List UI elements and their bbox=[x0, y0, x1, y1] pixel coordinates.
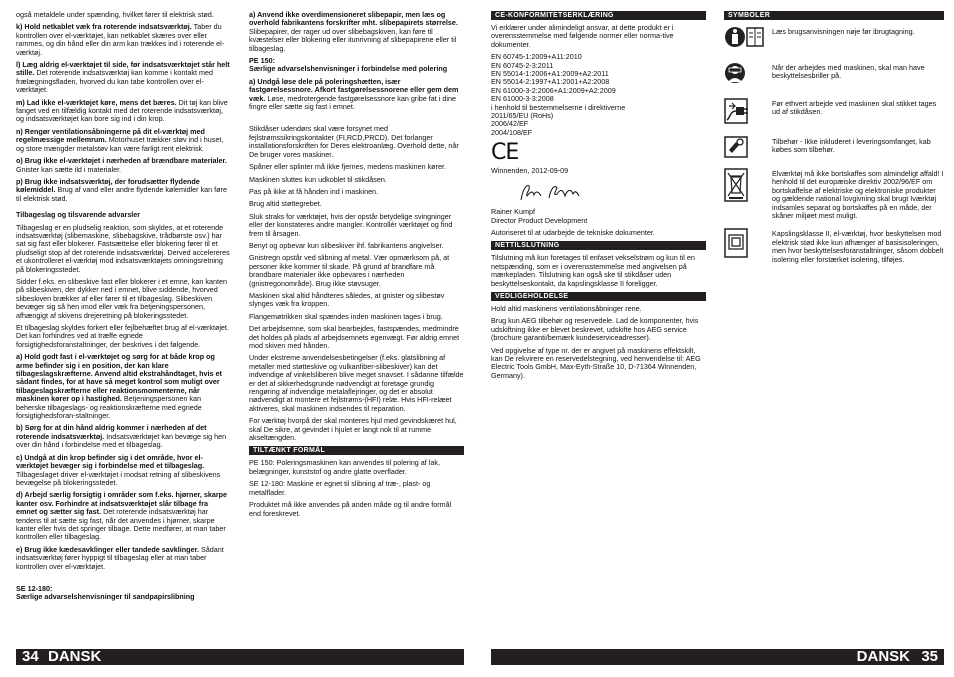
warning-bold: a) Undgå løse dele på poleringshætten, især fastgørelsessnore. Afkort fastgørelsessnorene eller gem dem væk. bbox=[249, 76, 459, 103]
warning-bold: a) Anvend ikke overdimensioneret slibepapir, men læs og overhold fabrikantens forskrifter mht. slibepapirets størrelse. bbox=[249, 10, 458, 28]
paragraph: Det arbejdsemne, som skal bearbejdes, fastspændes, medmindre det holdes på plads af arbejdsemnets egenvægt. Før aldrig emnet mod skiven med hånden. bbox=[249, 324, 460, 350]
warning-text: Det roterende indsatsværktøj har tendens til at sætte sig fast, når det anvendes i hjørner, skarpe kanter eller hvis det springer tilbage. Dette medfører, at man taber kontrollen eller tilbageslag. bbox=[16, 507, 226, 542]
paragraph: Stikdåser udendørs skal være forsynet med fejlstrømssikringskontakter (FI,RCD,PRCD). Det forlanger installationsforskriften for Deres elektroanlæg. Overhold dette, når De bruger vores maskiner. bbox=[249, 124, 459, 159]
footer-right bbox=[491, 649, 944, 665]
right-column-2 bbox=[724, 11, 944, 270]
warning-bold: e) Brug ikke kædesavklinger eller tandede savklinger. bbox=[16, 544, 199, 554]
paragraph: Under ekstreme anvendelsesbetingelser (f.eks. glatslibning af metaller med støtteskive og vulkanfiber-slibeskiver) kan det indvendige af vinkelsliberen blive meget snavset. I sådanne tilfælde er det af sikkerhedsgrunde nødvendigt at foretage grundig rengøring af indvendige metalaflejringer, og det er absolut nødvendigt at montere et fejlstrøms-(HFI) relæ. Hvis HFI-relæet aktiveres, skal maskinen indsendes til reparation. bbox=[249, 353, 464, 413]
bold-heading: SE 12-180: Særlige advarselshenvisninger til sandpapirslibning bbox=[16, 583, 195, 602]
left-column-2 bbox=[249, 11, 464, 522]
bold-heading: PE 150: Særlige advarselshenvisninger i forbindelse med polering bbox=[249, 56, 448, 74]
norm-item: EN 60745-2-3:2011 bbox=[491, 60, 554, 70]
paragraph: også metaldele under spænding, hvilket fører til elektrisk stød. bbox=[16, 10, 214, 19]
symbols-heading: SYMBOLER bbox=[724, 11, 944, 20]
warning-text: Indsatsværktøjet kan bevæge sig hen over din hånd i forbindelse med et tilbageslag. bbox=[16, 431, 227, 450]
maintenance-paragraph: Hold altid maskinens ventilationsåbninger rene. bbox=[491, 303, 642, 313]
warning-item bbox=[249, 78, 464, 112]
paragraph: Sluk straks for værktøjet, hvis der opstår betydelige svingninger eller der konstateres andre mangler. Kontrollér værktøjet og find frem til årsagen. bbox=[249, 211, 453, 238]
signer-name: Rainer Kumpf bbox=[491, 207, 535, 217]
warning-item bbox=[16, 23, 230, 57]
warning-item bbox=[16, 491, 230, 541]
symbol-row bbox=[724, 26, 944, 50]
warning-item bbox=[16, 128, 230, 153]
language-label: DANSK bbox=[48, 648, 102, 665]
safety-goggles-icon bbox=[724, 62, 764, 86]
class-ii-icon bbox=[724, 228, 764, 258]
symbol-text: Før ethvert arbejde ved maskinen skal stikket tages ud af stikdåsen. bbox=[772, 99, 937, 117]
warning-text: Slibepapirer, der rager ud over slibebagskiven, kan føre til kvæstelser eller blokering eller itunrivning af slibepapirene eller til tilbageslag. bbox=[249, 26, 457, 53]
symbol-text: Læs brugsanvisningen nøje før ibrugtagning. bbox=[772, 27, 915, 36]
warning-bold: n) Rengør ventilationsåbningerne på dit el-værktøj med regelmæssige mellemrum. bbox=[16, 126, 205, 145]
warning-text: Brug af vand eller andre flydende kølemidler kan føre til elektrisk stød. bbox=[16, 185, 227, 203]
symbol-row bbox=[724, 168, 944, 220]
norm-item: EN 61000-3-3:2008 bbox=[491, 94, 554, 104]
norm-item: EN 60745-1:2009+A11:2010 bbox=[491, 52, 582, 62]
paragraph: For værktøj hvorpå der skal monteres hjul med gevindskæret hul, skal De sikre, at gevindet i hjulet er langt nok til at rumme akseltængden. bbox=[249, 416, 457, 443]
warning-bold: m) Lad ikke el-værktøjet køre, mens det bæres. bbox=[16, 97, 177, 107]
symbol-row bbox=[724, 98, 944, 124]
warning-item bbox=[16, 178, 230, 203]
right-column-1 bbox=[491, 11, 706, 384]
warning-item bbox=[16, 157, 230, 174]
warning-bold: l) Læg aldrig el-værktøjet til side, før indsatsværktøjet står helt stille. bbox=[16, 60, 230, 78]
maintenance-paragraph: Brug kun AEG tilbehør og reservedele. Lad de komponenter, hvis udskiftning ikke er blevet beskrevet, udskifte hos AEG service (brochure garanti/bemærk kundeserviceadresser). bbox=[491, 316, 699, 343]
paragraph: Et tilbageslag skyldes forkert eller fejlbehæftet brug af el-værktøjet. Det kan forhindres ved at træffe egnede forsigtighedsforanstaltninger, der beskrives i det følgende. bbox=[16, 323, 229, 349]
page-number: 35 bbox=[921, 648, 938, 665]
paragraph: Brug altid støttegrebet. bbox=[249, 199, 322, 209]
signature-image bbox=[519, 182, 706, 206]
warning-bold: d) Arbejd særlig forsigtig i områder som f.eks. hjørner, skarpe kanter osv. Forhindre at indsatsværktøjet slår tilbage fra emnet og sætter sig fast. bbox=[16, 490, 228, 517]
paragraph: Gnistregn opstår ved slibning af metal. Vær opmærksom på, at personer ikke kommer til skade. På grund af brandfare må brandbare materialer ikke opbevares i nærheden (gnistregonområde). Brug ikke støvsuger. bbox=[249, 253, 450, 288]
warning-text: Betjeningspersonen kan beherske tilbageslags- og reaktionskræfterne med egnede forsigtighedsforan-staltninger. bbox=[16, 394, 202, 421]
directive-item: 2004/108/EF bbox=[491, 127, 533, 137]
paragraph: Pas på ikke at få hånden ind i maskinen. bbox=[249, 186, 379, 196]
warning-text: Taber du kontrollen over el-værktøjet, kan netkablet skæres over eller rammes, og din hånd eller din arm kan trækkes ind i roterende el-værktøj. bbox=[16, 22, 225, 57]
norm-item: EN 61000-3-2:2006+A1:2009+A2:2009 bbox=[491, 85, 616, 95]
ce-intro: Vi erklærer under alimindeligt ansvar, at dette produkt er i overensstemmelse med følgende normer eller norma-tive dokumenter. bbox=[491, 23, 674, 49]
warning-text: Motorhuset trækker støv ind i huset, og store mængder metalstøv kan være farligt rent elektrisk. bbox=[16, 135, 224, 153]
paragraph: Maskinen sluttes kun udkoblet til stikdåsen. bbox=[249, 174, 387, 184]
maintenance-heading: VEDLIGEHOLDELSE bbox=[491, 292, 706, 301]
manual-warning-icon bbox=[724, 26, 764, 50]
paragraph: Benyt og opbevar kun slibeskiver ihf. fabrikantens angivelser. bbox=[249, 240, 444, 250]
paragraph: Sidder f.eks. en slibeskive fast eller blokerer i et emne, kan kanten på slibeskiven, der dykker ned i emnet, blive siddende, hvorved slibeskiven brækker af eller fører til et tilbageslag. Slibeskiven bevæger sig så hen imod eller væk fra betjeningspersonen, afhængigt af skivens drejeretning på blokeringsstedet. bbox=[16, 276, 227, 320]
paragraph: Spåner eller splinter må ikke fjernes, medens maskinen kører. bbox=[249, 162, 446, 172]
norm-item: EN 55014-1:2006+A1:2009+A2:2011 bbox=[491, 69, 609, 79]
warning-bold: b) Sørg for at din hånd aldrig kommer i nærheden af det roterende indsatsværktøj. bbox=[16, 423, 207, 441]
section-heading: TILTÆNKT FORMÅL bbox=[249, 446, 464, 455]
directive-item: 2011/65/EU (RoHs) bbox=[491, 111, 554, 121]
paragraph: SE 12-180: Maskine er egnet til slibning af træ-, plast- og metalflader. bbox=[249, 479, 431, 497]
unplug-icon bbox=[724, 98, 764, 124]
warning-text: Det roterende indsatsværktøj kan komme i kontakt med frælægningsfladen, hvorved du kan tabe kontrollen over el-værktøjet. bbox=[16, 68, 213, 95]
paragraph: PE 150: Poleringsmaskinen kan anvendes til polering af lak, belægninger, kunststof og andre glatte overflader. bbox=[249, 458, 440, 476]
warning-bold: a) Hold godt fast i el-værktøjet og sørg for at både krop og arme befinder sig i en position, der kan klare tilbageslagskræfterne. Anvend altid ekstrahåndtaget, hvis et sådant findes, for at have så meget kontrol som muligt over tilbageslagskræfterne eller reaktionsmomenterne, når maskinen kører op i hastighed. bbox=[16, 352, 222, 404]
footer-left bbox=[16, 649, 464, 665]
warning-item bbox=[16, 61, 230, 95]
warning-text: Tilbageslaget driver el-værktøjet i modsat retning af slibeskivens bevægelse på blokeringsstedet. bbox=[16, 469, 221, 487]
language-label: DANSK bbox=[856, 648, 910, 665]
directives-intro: i henhold til bestemmelserne i direktiverne bbox=[491, 102, 626, 112]
warning-text: Dit tøj kan blive fanget ved en tilfældig kontakt med det roterende indsatsværktøj, og indsatsværktøjet kan bore sig ind i din krop. bbox=[16, 97, 228, 124]
symbol-row bbox=[724, 228, 944, 264]
symbol-text: Tilbehør - Ikke inkluderet i leveringsomfanget, kab købes som tilbehør. bbox=[772, 137, 931, 155]
crossed-bin-icon bbox=[724, 168, 764, 202]
paragraph: Maskinen skal altid håndteres således, at gnister og slibestøv slynges væk fra kroppen. bbox=[249, 290, 445, 309]
authorized-text: Autoriseret til at udarbejde de tekniske dokumenter. bbox=[491, 227, 655, 237]
left-column-1 bbox=[16, 11, 230, 606]
warning-text: Sådant indsatsværktøj fører hyppigt til tilbageslag eller at man taber kontrollen over el-værktøjet. bbox=[16, 544, 224, 571]
symbol-row bbox=[724, 136, 944, 158]
mains-heading: NETTILSLUTNING bbox=[491, 241, 706, 250]
ce-heading: CE-KONFORMITETSERKLÆRING bbox=[491, 11, 706, 20]
paragraph: Produktet må ikke anvendes på anden måde og til andre formål end foreskrevet. bbox=[249, 500, 452, 518]
warning-item bbox=[16, 454, 230, 488]
warning-item bbox=[16, 424, 230, 449]
ce-mark: CE bbox=[491, 140, 519, 166]
ce-place-date: Winnenden, 2012-09-09 bbox=[491, 166, 569, 176]
warning-item bbox=[16, 546, 230, 571]
warning-text: Gnister kan sætte ild i materialer. bbox=[16, 164, 122, 174]
paragraph: Tilbageslag er en pludselig reaktion, som skyldes, at et roterende indsatsværktøj (slibemaskine, slibebagskive, trådbørste osv.) har sat sig fast eller blokerer. Fastsættelse eller blokering fører til et pludseligt stop af det roterende indsatsværktøj. Derved accelereres et ukontrolleret el-værktøj mod indsatsværktøjets omningsretning på blokeringsstedet. bbox=[16, 222, 230, 274]
warning-bold: o) Brug ikke el-værktøjet i nærheden af brændbare materialer. bbox=[16, 156, 227, 166]
warning-bold: k) Hold netkablet væk fra roterende indsatsværktøj. bbox=[16, 22, 192, 32]
warning-bold: p) Brug ikke indsatsværktøj, der forudsætter flydende kølemiddel. bbox=[16, 176, 200, 195]
warning-item bbox=[16, 99, 230, 124]
maintenance-paragraph: Ved opgivelse af type nr. der er angivet på maskinens effektskilt, kan De rekvirere en reservedelstegning, ved henvendelse til: AEG Electric Tools GmbH, Max-Eyth-Straße 10, D-71364 Winnenden, Germany). bbox=[491, 345, 701, 380]
symbol-text: Kapslingsklasse II, el-værktøj, hvor beskyttelsen mod elektrisk stød ikke kun afhænger af basisisoleringen, men hvor beskyttelsesforanstaltninger, såsom dobbelt isolering eller forstærket isolering, tilføjes. bbox=[772, 229, 944, 264]
symbol-text: Når der arbejdes med maskinen, skal man have beskyttelsesbriller på. bbox=[772, 63, 925, 81]
subheading: Tilbageslag og tilsvarende advarsler bbox=[16, 210, 141, 220]
page-number: 34 bbox=[22, 648, 39, 665]
signer-title: Director Product Development bbox=[491, 215, 588, 225]
accessory-icon bbox=[724, 136, 764, 158]
symbol-row bbox=[724, 62, 944, 86]
symbol-text: Elværktøj må ikke bortskaffes som almindeligt affald! I henhold til det europæiske direktiv 2002/96/EF om bortskaffelse af elektriske og elektroniske produkter og gældende national lovgivning skal brugt Iværktøj indsamles separat og bortskaffes på en måde, der skåner miljøet mest muligt. bbox=[772, 169, 944, 221]
warning-item bbox=[249, 11, 464, 53]
directive-item: 2006/42/EF bbox=[491, 119, 529, 129]
warning-item bbox=[16, 353, 230, 420]
warning-text: Løse, medrotergende fastgørelsessnore kan gribe fat i dine fingre eller sætte sig fast i emnet. bbox=[249, 93, 456, 112]
norm-item: EN 55014-2:1997+A1:2001+A2:2008 bbox=[491, 77, 610, 87]
paragraph: Flangemøtrikken skal spændes inden maskinen tages i brug. bbox=[249, 311, 443, 321]
warning-bold: c) Undgå at din krop befinder sig i det område, hvor el-værktøjet bevæger sig i forbindelse med et tilbageslag. bbox=[16, 452, 205, 471]
mains-text: Tilslutning må kun foretages til enfaset vekselstrøm og kun til en netspænding, som er i overensstemmelse med angivelsen på mærkepladen. Tilslutning kan også ske til stikdåser uden beskyttelseskontakt, da kapslingsklasse II foreligger. bbox=[491, 253, 695, 288]
ce-norms bbox=[491, 53, 706, 137]
